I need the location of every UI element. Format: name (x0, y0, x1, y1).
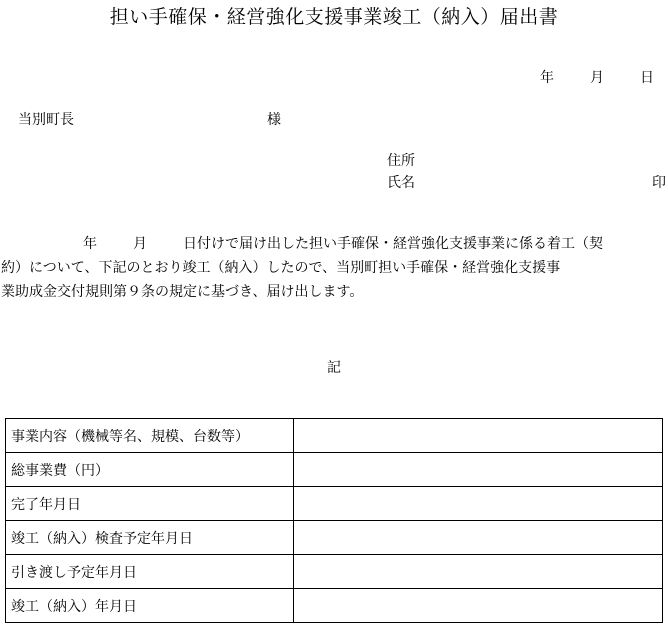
table-row (6, 487, 663, 521)
row-label: 竣工（納入）検査予定年月日 (6, 521, 294, 555)
row-label: 総事業費（円） (6, 453, 294, 487)
row-value-field[interactable] (294, 521, 663, 555)
row-value-field[interactable] (294, 589, 663, 623)
body-paragraph (1, 232, 667, 304)
body-line-3: 業助成金交付規則第９条の規定に基づき、届け出します。 (1, 284, 364, 300)
row-label: 引き渡し予定年月日 (6, 555, 294, 589)
body-month-label: 月 (133, 236, 147, 252)
document-title: 担い手確保・経営強化支援事業竣工（納入）届出書 (109, 6, 559, 28)
table-row (6, 589, 663, 623)
ki-heading: 記 (327, 360, 341, 376)
address-label: 住所 (387, 153, 415, 169)
table-row (6, 419, 663, 453)
row-label: 竣工（納入）年月日 (6, 589, 294, 623)
table-row (6, 521, 663, 555)
addressee: 当別町長 (18, 112, 74, 128)
row-label: 完了年月日 (6, 487, 294, 521)
row-value-field[interactable] (294, 487, 663, 521)
details-table (5, 418, 663, 623)
table-row (6, 453, 663, 487)
body-line-1 (1, 232, 667, 256)
body-line-1-text: 日付けで届け出した担い手確保・経営強化支援事業に係る着工（契 (183, 236, 603, 252)
row-value-field[interactable] (294, 555, 663, 589)
row-value-field[interactable] (294, 419, 663, 453)
row-value-field[interactable] (294, 453, 663, 487)
date-year-label: 年 (540, 70, 554, 86)
row-label: 事業内容（機械等名、規模、台数等） (6, 419, 294, 453)
body-line-2: 約）について、下記のとおり竣工（納入）したので、当別町担い手確保・経営強化支援事 (1, 260, 561, 276)
date-month-label: 月 (590, 70, 604, 86)
seal-mark: 印 (652, 175, 666, 191)
table-row (6, 555, 663, 589)
date-day-label: 日 (640, 70, 654, 86)
body-year-label: 年 (83, 236, 97, 252)
honorific: 様 (267, 112, 281, 128)
submission-date (540, 67, 654, 87)
name-label: 氏名 (387, 175, 415, 191)
